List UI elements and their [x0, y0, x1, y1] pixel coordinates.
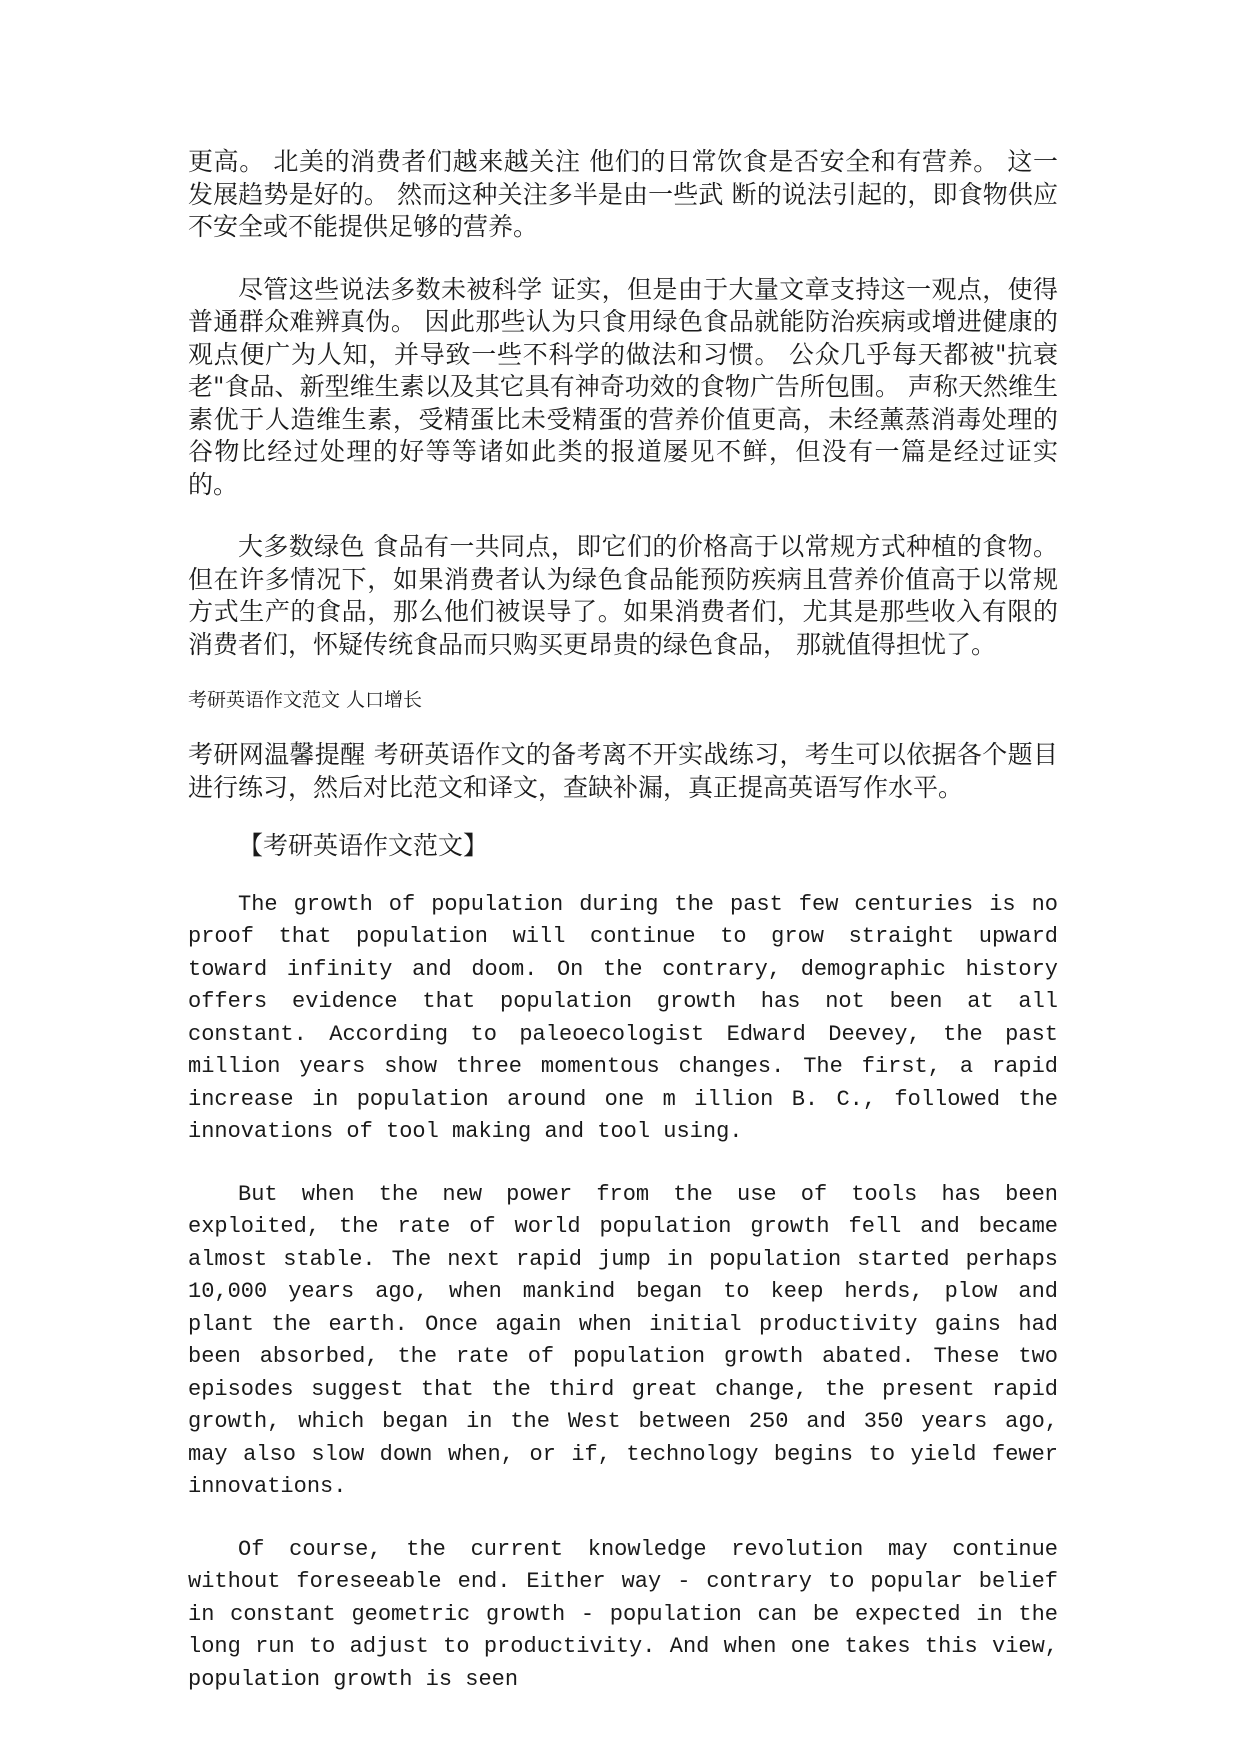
intro-paragraph: 考研网温馨提醒 考研英语作文的备考离不开实战练习，考生可以依据各个题目进行练习，然后对比范文和译文，查缺补漏，真正提高英语写作水平。	[188, 740, 1058, 802]
english-paragraph-3: Of course, the current knowledge revolution may continue without foreseeable end. Either way - contrary to popular belief in constant geometric growth - population can be expected in the long run to adjust to productivity. And when one takes this view, population growth is seen	[188, 1536, 1058, 1692]
chinese-paragraph-1: 更高。 北美的消费者们越来越关注 他们的日常饮食是否安全和有营养。 这一发展趋势是好的。 然而这种关注多半是由一些武 断的说法引起的，即食物供应不安全或不能提供足够的营养。	[188, 147, 1058, 241]
sample-essay-heading: 【考研英语作文范文】	[238, 831, 489, 860]
document-body	[188, 146, 1058, 1696]
english-paragraph-1: The growth of population during the past few centuries is no proof that population will continue to grow straight upward toward infinity and doom. On the contrary, demographic history offers evidence that population growth has not been at all constant. According to paleoecologist Edward Deevey, the past million years show three momentous changes. The first, a rapid increase in population around one m illion B. C., followed the innovations of tool making and tool using.	[188, 891, 1058, 1144]
section-heading: 考研英语作文范文 人口增长	[188, 689, 423, 711]
chinese-paragraph-2: 尽管这些说法多数未被科学 证实，但是由于大量文章支持这一观点，使得普通群众难辨真伪。 因此那些认为只食用绿色食品就能防治疾病或增进健康的观点便广为人知，并导致一些不科学的做法和习惯。 公众几乎每天都被"抗衰老"食品、新型维生素以及其它具有神奇功效的食物广告所包围。 声称天然维生素优于人造维生素，受精蛋比未受精蛋的营养价值更高，未经薰蒸消毒处理的谷物比经过处理的好等等诸如此类的报道屡见不鲜，但没有一篇是经过证实的。	[188, 274, 1058, 499]
english-paragraph-2: But when the new power from the use of tools has been exploited, the rate of world population growth fell and became almost stable. The next rapid jump in population started perhaps 10,000 years ago, when mankind began to keep herds, plow and plant the earth. Once again when initial productivity gains had been absorbed, the rate of population growth abated. These two episodes suggest that the third great change, the present rapid growth, which began in the West between 250 and 350 years ago, may also slow down when, or if, technology begins to yield fewer innovations.	[188, 1181, 1058, 1499]
chinese-paragraph-3: 大多数绿色 食品有一共同点，即它们的价格高于以常规方式种植的食物。但在许多情况下，如果消费者认为绿色食品能预防疾病且营养价值高于以常规方式生产的食品，那么他们被误导了。如果消费者们，尤其是那些收入有限的消费者们，怀疑传统食品而只购买更昂贵的绿色食品， 那就值得担忧了。	[188, 532, 1058, 659]
